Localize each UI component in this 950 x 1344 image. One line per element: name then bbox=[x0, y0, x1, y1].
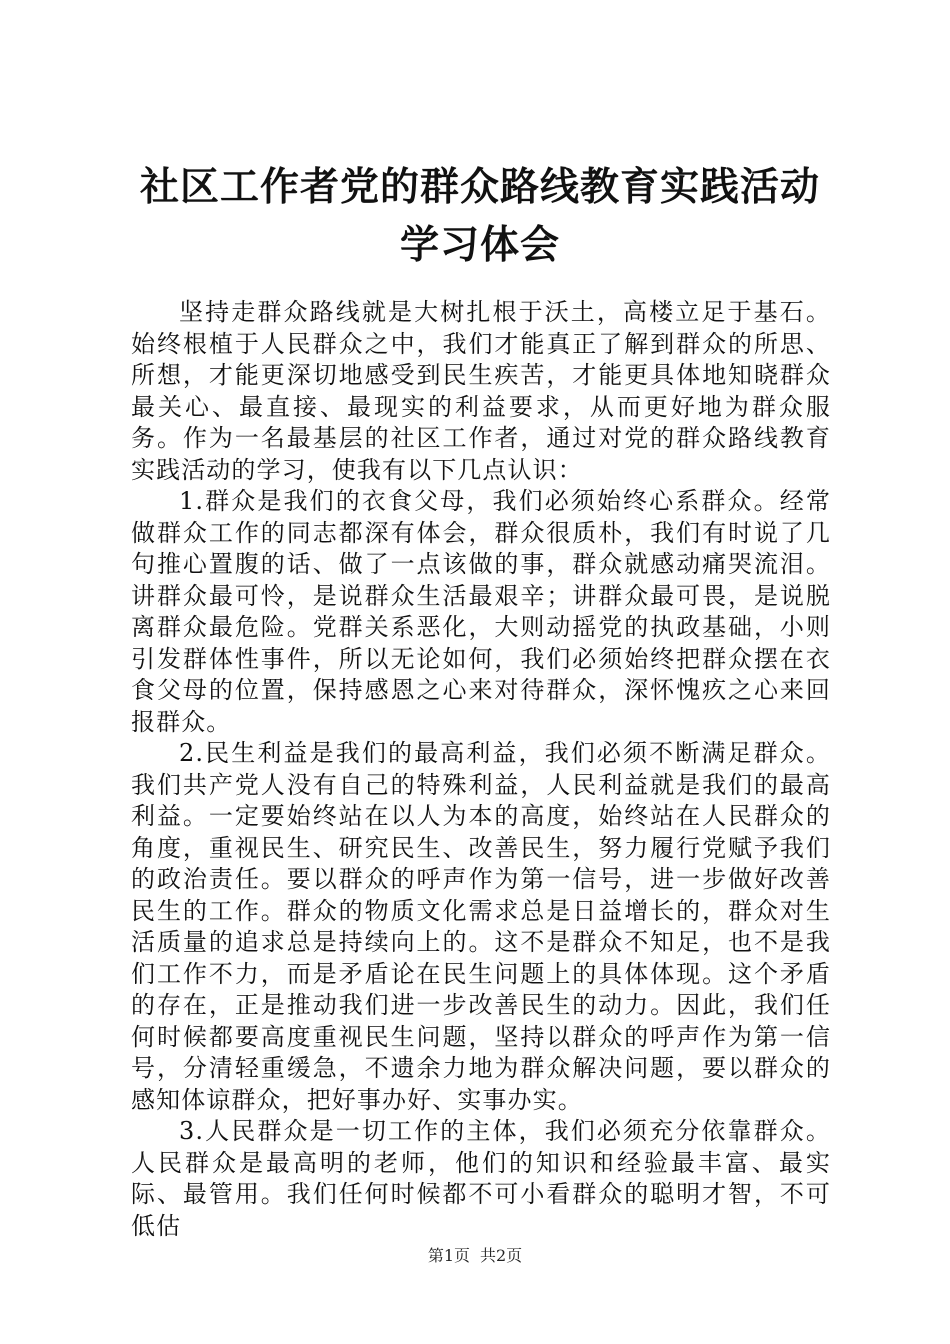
document-title: 社区工作者党的群众路线教育实践活动学习体会 bbox=[139, 164, 820, 268]
document-body bbox=[131, 297, 831, 1242]
paragraph-point-3: 3.人民群众是一切工作的主体，我们必须充分依靠群众。人民群众是最高明的老师，他们的知识和经验最丰富、最实际、最管用。我们任何时候都不可小看群众的聪明才智，不可低估 bbox=[131, 1117, 831, 1240]
page-number: 第1页 bbox=[427, 1246, 470, 1265]
paragraph-intro: 坚持走群众路线就是大树扎根于沃土，高楼立足于基石。始终根植于人民群众之中，我们才能真正了解到群众的所思、所想，才能更深切地感受到民生疾苦，才能更具体地知晓群众最关心、最直接、最现实的利益要求，从而更好地为群众服务。作为一名最基层的社区工作者，通过对党的群众路线教育实践活动的学习，使我有以下几点认识： bbox=[131, 298, 831, 484]
page-footer bbox=[0, 1243, 950, 1266]
paragraph-point-2: 2.民生利益是我们的最高利益，我们必须不断满足群众。我们共产党人没有自己的特殊利益，人民利益就是我们的最高利益。一定要始终站在以人为本的高度，始终站在人民群众的角度，重视民生、研究民生、改善民生，努力履行党赋予我们的政治责任。要以群众的呼声作为第一信号，进一步做好改善民生的工作。群众的物质文化需求总是日益增长的，群众对生活质量的追求总是持续向上的。这不是群众不知足，也不是我们工作不力，而是矛盾论在民生问题上的具体体现。这个矛盾的存在，正是推动我们进一步改善民生的动力。因此，我们任何时候都要高度重视民生问题，坚持以群众的呼声作为第一信号，分清轻重缓急，不遗余力地为群众解决问题，要以群众的感知体谅群众，把好事办好、实事办实。 bbox=[131, 739, 831, 1114]
page-total: 共2页 bbox=[480, 1246, 523, 1265]
paragraph-point-1: 1.群众是我们的衣食父母，我们必须始终心系群众。经常做群众工作的同志都深有体会，群众很质朴，我们有时说了几句推心置腹的话、做了一点该做的事，群众就感动痛哭流泪。讲群众最可怜，是说群众生活最艰辛；讲群众最可畏，是说脱离群众最危险。党群关系恶化，大则动摇党的执政基础，小则引发群体性事件，所以无论如何，我们必须始终把群众摆在衣食父母的位置，保持感恩之心来对待群众，深怀愧疚之心来回报群众。 bbox=[131, 487, 831, 736]
